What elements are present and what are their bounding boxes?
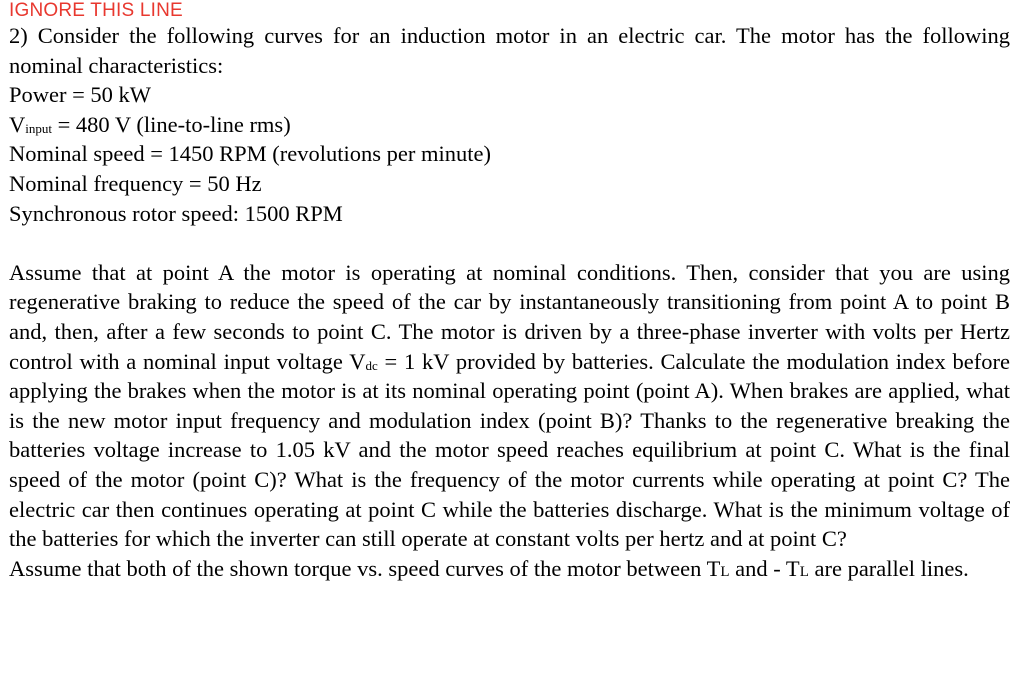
- problem-paragraph: [9, 258, 1010, 554]
- paragraph-gap: [9, 228, 1010, 258]
- spec-synchronous-speed: Synchronous rotor speed: 1500 RPM: [9, 200, 343, 226]
- spec-vinput: [9, 110, 1010, 140]
- document-page: [9, 0, 1010, 587]
- assumption-paragraph: [9, 554, 1010, 588]
- ignore-note: IGNORE THIS LINE: [9, 0, 183, 21]
- paragraph-part-b: = 1 kV provided by batteries. Calculate the modulation index before applying the brakes when the motor is at its nominal operating point (point A). When brakes are applied, what is the new motor input frequency and modulation index (point B)? Thanks to the regenerative breaking the batteries voltage increase to 1.05 kV and the motor speed reaches equilibrium at point C. What is the final speed of the motor (point C)? What is the frequency of the motor currents while operating at point C? The electric car then continues operating at point C while the batteries discharge. What is the minimum voltage of the batteries for which the inverter can still operate at constant volts per hertz and at point C?: [9, 348, 1011, 552]
- vdc-subscript: dc: [365, 357, 378, 373]
- spec-power: Power = 50 kW: [9, 82, 152, 108]
- vdc-symbol: V: [349, 348, 366, 374]
- problem-intro: 2) Consider the following curves for an induction motor in an electric car. The motor has the following nominal characteristics:: [9, 23, 1010, 78]
- vinput-symbol: V: [9, 111, 26, 137]
- assumption-part-a: Assume that both of the shown torque vs. speed curves of the motor between T: [9, 555, 721, 581]
- tl-subscript-2: L: [799, 563, 809, 580]
- paragraph-part-a: Assume that at point A the motor is operating at nominal conditions. Then, consider that you are using regenerative braking to reduce the speed of the car by instantaneously transitioning from point A to point B and, then, after a few seconds to point C. The motor is driven by a three-phase inverter with volts per Hertz control with a nominal input voltage: [9, 259, 1010, 374]
- assumption-part-b: and - T: [729, 555, 800, 581]
- assumption-part-c: are parallel lines.: [808, 555, 969, 581]
- spec-nominal-frequency: Nominal frequency = 50 Hz: [9, 170, 262, 196]
- tl-subscript-1: L: [720, 563, 730, 580]
- vinput-subscript: input: [25, 120, 52, 136]
- spec-nominal-speed: Nominal speed = 1450 RPM (revolutions per minute): [9, 141, 492, 167]
- vinput-value: = 480 V (line-to-line rms): [51, 111, 291, 137]
